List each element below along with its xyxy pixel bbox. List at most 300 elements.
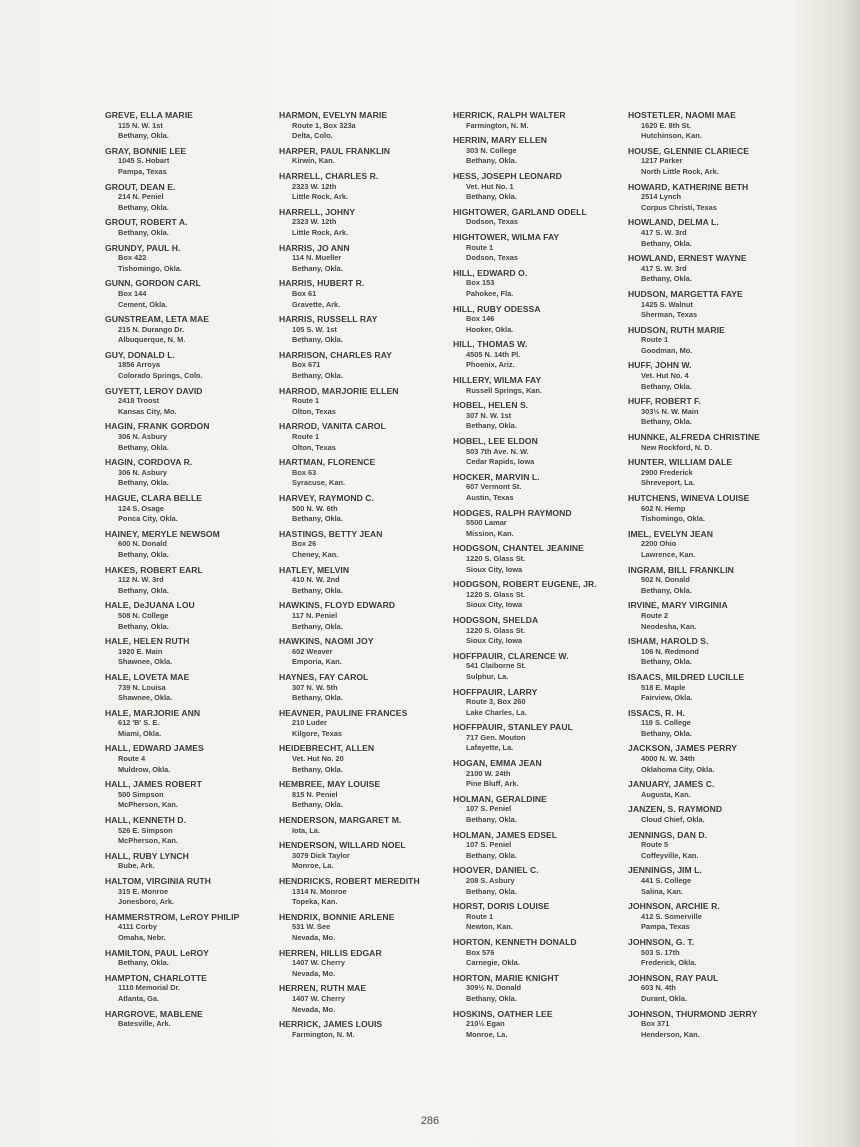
entry-name: HODGES, RALPH RAYMOND [453, 507, 572, 518]
entry-name: HARRELL, CHARLES R. [279, 170, 379, 181]
directory-entry [628, 600, 793, 632]
entry-address-line: 2900 Frederick [641, 467, 693, 477]
entry-address-line: McPherson, Kan. [118, 800, 178, 810]
entry-name: HEIDEBRECHT, ALLEN [279, 743, 375, 754]
directory-column-4 [628, 110, 793, 1044]
directory-entry [453, 508, 618, 540]
entry-address-line: Box 26 [292, 539, 317, 549]
directory-entry [279, 278, 444, 310]
directory-entry [453, 973, 618, 1005]
entry-address-line: 208 S. Asbury [466, 876, 515, 885]
entry-address-line: Fairview, Okla. [641, 693, 693, 703]
directory-entry [105, 110, 270, 142]
entry-address-line: 1407 W. Cherry [292, 993, 345, 1003]
entry-address-line: Route 1 [466, 242, 494, 252]
entry-name: HUDSON, MARGETTA FAYE [628, 288, 743, 299]
entry-name: JOHNSON, ARCHIE R. [628, 901, 720, 912]
entry-name: HIGHTOWER, WILMA FAY [453, 231, 560, 242]
entry-address-line: 603 N. 4th [641, 983, 676, 993]
entry-name: HUFF, JOHN W. [628, 360, 692, 371]
entry-address-line: Bethany, Okla. [466, 886, 517, 896]
entry-address-line: Pampa, Texas [641, 922, 690, 932]
directory-entry [628, 493, 793, 525]
directory-entry [105, 948, 270, 969]
entry-address-line: Shreveport, La. [641, 478, 695, 488]
entry-name: HERREN, HILLIS EDGAR [279, 947, 382, 958]
entry-address-line: Oklahoma City, Okla. [641, 764, 715, 774]
entry-name: HALE, HELEN RUTH [105, 636, 190, 647]
entry-address-line: 106 N. Redmond [641, 646, 699, 656]
directory-entry [628, 565, 793, 597]
entry-address-line: McPherson, Kan. [118, 836, 178, 846]
entry-address-line: 2323 W. 12th [292, 181, 337, 191]
entry-name: HODGSON, ROBERT EUGENE, JR. [453, 579, 597, 590]
directory-entry [628, 253, 793, 285]
entry-address-line: 309½ N. Donald [466, 983, 522, 993]
entry-address-line: 1425 S. Walnut [641, 299, 693, 309]
entry-address-line: Bethany, Okla. [118, 227, 169, 237]
entry-name: HUNTER, WILLIAM DALE [628, 457, 733, 468]
entry-address-line: Lake Charles, La. [466, 707, 527, 717]
entry-address-line: 502 N. Donald [641, 575, 690, 585]
entry-address-line: Colorado Springs, Colo. [118, 371, 203, 381]
entry-address-line: Bethany, Okla. [466, 815, 517, 825]
directory-entry [628, 830, 793, 862]
directory-entry [628, 146, 793, 178]
entry-address-line: 1110 Memorial Dr. [118, 983, 181, 993]
entry-address-line: 1220 S. Glass St. [466, 589, 526, 599]
entry-name: JACKSON, JAMES PERRY [628, 743, 738, 754]
entry-address-line: 500 Simpson [118, 789, 164, 799]
entry-address-line: Hutchinson, Kan. [641, 131, 702, 141]
entry-name: HALE, MARJORIE ANN [105, 707, 201, 718]
entry-address-line: Hooker, Okla. [466, 324, 514, 334]
entry-address-line: Bethany, Okla. [118, 958, 169, 968]
directory-entry [279, 386, 444, 418]
entry-address-line: Sioux City, Iowa [466, 636, 523, 646]
entry-address-line: 1220 S. Glass St. [466, 553, 526, 563]
entry-address-line: Bethany, Okla. [641, 274, 692, 284]
entry-name: HENDERSON, MARGARET M. [279, 815, 402, 826]
directory-entry [628, 529, 793, 561]
entry-address-line: Nevada, Mo. [292, 968, 336, 978]
directory-entry [279, 314, 444, 346]
entry-name: HOSKINS, OATHER LEE [453, 1008, 553, 1019]
entry-name: HOLMAN, GERALDINE [453, 793, 547, 804]
directory-column-1 [105, 110, 270, 1034]
entry-address-line: Little Rock, Ark. [292, 227, 348, 237]
directory-entry [628, 396, 793, 428]
entry-address-line: Monroe, La. [466, 1029, 508, 1039]
entry-address-line: 815 N. Peniel [292, 789, 338, 799]
entry-name: HASTINGS, BETTY JEAN [279, 528, 383, 539]
entry-name: GRUNDY, PAUL H. [105, 242, 181, 253]
entry-name: HUFF, ROBERT F. [628, 396, 701, 407]
entry-name: HERRIN, MARY ELLEN [453, 135, 548, 146]
entry-name: HOFFPAUIR, CLARENCE W. [453, 650, 569, 661]
entry-address-line: 602 N. Hemp [641, 503, 686, 513]
entry-address-line: Bethany, Okla. [118, 585, 169, 595]
entry-name: GUY, DONALD L. [105, 349, 175, 360]
entry-address-line: 1217 Parker [641, 156, 683, 166]
directory-entry [453, 937, 618, 969]
entry-address-line: 541 Claiborne St. [466, 661, 526, 671]
entry-address-line: 612 'B' S. E. [118, 718, 160, 728]
entry-address-line: Bube, Ark. [118, 861, 155, 871]
entry-address-line: 2200 Ohio [641, 539, 677, 549]
entry-name: HALE, DeJUANA LOU [105, 600, 195, 611]
directory-entry [279, 457, 444, 489]
entry-address-line: Box 576 [466, 947, 495, 957]
entry-address-line: 1620 E. 8th St. [641, 120, 692, 130]
entry-name: HOBEL, LEE ELDON [453, 436, 538, 447]
directory-entry [105, 779, 270, 811]
directory-entry [279, 529, 444, 561]
entry-address-line: Delta, Colo. [292, 131, 333, 141]
entry-address-line: Box 63 [292, 467, 317, 477]
entry-address-line: Farmington, N. M. [466, 120, 529, 130]
directory-entry [628, 217, 793, 249]
entry-address-line: 500 N. W. 6th [292, 503, 338, 513]
directory-entry [628, 672, 793, 704]
entry-address-line: 210½ Egan [466, 1019, 505, 1029]
entry-address-line: 117 N. Peniel [292, 610, 338, 620]
entry-address-line: 1314 N. Monroe [292, 886, 347, 896]
entry-name: HOOVER, DANIEL C. [453, 865, 539, 876]
directory-entry [628, 973, 793, 1005]
entry-name: INGRAM, BILL FRANKLIN [628, 564, 734, 575]
entry-name: GUYETT, LEROY DAVID [105, 385, 203, 396]
entry-address-line: Corpus Christi, Texas [641, 202, 717, 212]
entry-name: GRAY, BONNIE LEE [105, 145, 187, 156]
entry-name: GROUT, ROBERT A. [105, 217, 188, 228]
entry-address-line: Box 371 [641, 1019, 670, 1029]
entry-name: HEAVNER, PAULINE FRANCES [279, 707, 408, 718]
entry-address-line: Bethany, Okla. [118, 202, 169, 212]
entry-name: ISHAM, HAROLD S. [628, 636, 709, 647]
entry-name: ISAACS, MILDRED LUCILLE [628, 671, 745, 682]
entry-address-line: Austin, Texas [466, 493, 514, 502]
directory-entry [628, 779, 793, 800]
entry-name: HODGSON, SHELDA [453, 614, 539, 625]
entry-address-line: 115 N. W. 1st [118, 120, 163, 130]
entry-address-line: Augusta, Kan. [641, 789, 691, 799]
entry-name: HOGAN, EMMA JEAN [453, 758, 542, 769]
directory-entry [453, 110, 618, 131]
directory-entry [279, 948, 444, 980]
directory-entry [453, 901, 618, 933]
entry-address-line: 307 N. W. 1st [466, 410, 512, 420]
entry-address-line: 503 7th Ave. N. W. [466, 446, 529, 456]
entry-address-line: Nevada, Mo. [292, 932, 336, 942]
entry-address-line: Russell Springs, Kan. [466, 385, 542, 395]
directory-entry [279, 171, 444, 203]
entry-name: HIGHTOWER, GARLAND ODELL [453, 206, 587, 217]
entry-address-line: New Rockford, N. D. [641, 442, 712, 452]
directory-entry [453, 171, 618, 203]
entry-name: HARROD, MARJORIE ELLEN [279, 385, 399, 396]
entry-address-line: 441 S. College [641, 876, 692, 885]
entry-address-line: 412 S. Somerville [641, 911, 702, 921]
directory-entry [105, 636, 270, 668]
directory-entry [105, 421, 270, 453]
entry-name: HARRIS, JO ANN [279, 242, 350, 253]
entry-name: HATLEY, MELVIN [279, 564, 350, 575]
entry-address-line: Newton, Kan. [466, 922, 513, 932]
directory-entry [453, 232, 618, 264]
entry-address-line: Vet. Hut No. 1 [466, 181, 514, 191]
entry-name: HARRIS, HUBERT R. [279, 278, 365, 289]
entry-address-line: Bethany, Okla. [466, 192, 517, 202]
entry-address-line: 531 W. See [292, 922, 331, 932]
entry-address-line: Route 5 [641, 840, 669, 850]
entry-address-line: Bethany, Okla. [118, 478, 169, 488]
entry-name: HALTOM, VIRGINIA RUTH [105, 876, 211, 886]
directory-entry [105, 973, 270, 1005]
entry-name: HENDRIX, BONNIE ARLENE [279, 911, 395, 922]
entry-name: HALL, JAMES ROBERT [105, 779, 202, 790]
directory-entry [453, 651, 618, 683]
entry-address-line: 518 E. Maple [641, 682, 686, 692]
directory-entry [105, 565, 270, 597]
entry-name: HOFFPAUIR, LARRY [453, 686, 538, 697]
page-number: 286 [420, 1115, 440, 1127]
entry-name: HAINEY, MERYLE NEWSOM [105, 528, 220, 539]
entry-name: GUNN, GORDON CARL [105, 278, 201, 289]
directory-entry [453, 865, 618, 897]
directory-entry [453, 1009, 618, 1041]
entry-address-line: Route 1 [466, 911, 494, 921]
directory-entry [453, 687, 618, 719]
entry-name: HARRELL, JOHNY [279, 206, 356, 217]
entry-address-line: Route 3, Box 260 [466, 697, 526, 707]
directory-entry [453, 268, 618, 300]
entry-name: HARRIS, RUSSELL RAY [279, 314, 378, 325]
entry-address-line: Sioux City, Iowa [466, 600, 523, 610]
entry-name: HAWKINS, NAOMI JOY [279, 636, 374, 647]
entry-address-line: Box 671 [292, 360, 321, 370]
directory-entry [279, 1019, 444, 1040]
entry-address-line: Vet. Hut No. 4 [641, 371, 689, 381]
directory-entry [105, 146, 270, 178]
entry-address-line: 417 S. W. 3rd [641, 227, 687, 237]
directory-entry [279, 493, 444, 525]
entry-address-line: 4505 N. 14th Pl. [466, 349, 521, 359]
entry-address-line: Carnegie, Okla. [466, 958, 520, 968]
entry-name: HEMBREE, MAY LOUISE [279, 779, 381, 790]
entry-address-line: Bethany, Okla. [292, 621, 343, 631]
entry-address-line: Route 1, Box 323a [292, 120, 356, 130]
entry-address-line: 210 Luder [292, 718, 327, 728]
entry-address-line: Bethany, Okla. [118, 442, 169, 452]
entry-name: HOWLAND, DELMA L. [628, 217, 719, 228]
entry-address-line: 417 S. W. 3rd [641, 263, 687, 273]
directory-entry [453, 830, 618, 862]
entry-address-line: Cheney, Kan. [292, 549, 339, 559]
directory-entry [279, 600, 444, 632]
entry-name: HAMMERSTROM, LeROY PHILIP [105, 911, 240, 922]
entry-address-line: Box 153 [466, 278, 495, 288]
entry-address-line: Bethany, Okla. [292, 800, 343, 810]
entry-address-line: Dodson, Texas [466, 253, 519, 263]
entry-name: HORTON, MARIE KNIGHT [453, 972, 559, 983]
entry-address-line: 2514 Lynch [641, 192, 681, 202]
entry-name: ISSACS, R. H. [628, 707, 685, 718]
directory-entry [628, 804, 793, 825]
entry-address-line: 4111 Corby [118, 922, 158, 932]
directory-entry [279, 243, 444, 275]
entry-name: HORTON, KENNETH DONALD [453, 936, 577, 947]
entry-name: HOLMAN, JAMES EDSEL [453, 829, 558, 840]
directory-entry [105, 278, 270, 310]
entry-name: JOHNSON, THURMOND JERRY [628, 1008, 758, 1019]
entry-address-line: 2418 Troost [118, 396, 160, 406]
entry-name: HOFFPAUIR, STANLEY PAUL [453, 722, 573, 733]
directory-entry [628, 110, 793, 142]
entry-address-line: 124 S. Osage [118, 503, 165, 513]
entry-address-line: Box 144 [118, 288, 147, 298]
entry-address-line: Bethany, Okla. [641, 417, 692, 427]
entry-address-line: Atlanta, Ga. [118, 993, 160, 1003]
entry-address-line: Route 1 [292, 396, 320, 406]
entry-address-line: Olton, Texas [292, 406, 336, 416]
entry-address-line: Henderson, Kan. [641, 1029, 700, 1039]
directory-entry [279, 779, 444, 811]
directory-column-2 [279, 110, 444, 1044]
entry-name: HERRICK, JAMES LOUIS [279, 1019, 383, 1030]
entry-name: HAGUE, CLARA BELLE [105, 493, 203, 503]
directory-entry [105, 243, 270, 275]
entry-address-line: North Little Rock, Ark. [641, 166, 719, 176]
entry-address-line: Pampa, Texas [118, 166, 167, 176]
directory-column-3 [453, 110, 618, 1044]
entry-address-line: Bethany, Okla. [466, 421, 517, 431]
entry-address-line: 508 N. College [118, 610, 169, 620]
entry-address-line: Coffeyville, Kan. [641, 850, 699, 860]
entry-address-line: Mission, Kan. [466, 528, 514, 538]
entry-address-line: 306 N. Asbury [118, 467, 168, 477]
entry-address-line: Iota, La. [292, 825, 320, 835]
directory-entry [628, 901, 793, 933]
entry-address-line: Ponca City, Okla. [118, 514, 178, 524]
entry-name: HUTCHENS, WINEVA LOUISE [628, 493, 750, 503]
entry-address-line: 306 N. Asbury [118, 432, 168, 442]
entry-name: HOWARD, KATHERINE BETH [628, 181, 749, 192]
entry-name: HOBEL, HELEN S. [453, 400, 529, 411]
entry-address-line: 1920 E. Main [118, 646, 163, 656]
entry-address-line: Albuquerque, N. M. [118, 335, 186, 345]
entry-address-line: 717 Gen. Mouton [466, 732, 526, 742]
entry-name: HUDSON, RUTH MARIE [628, 324, 725, 335]
directory-entry [105, 529, 270, 561]
entry-name: HARVEY, RAYMOND C. [279, 493, 374, 503]
directory-entry [628, 743, 793, 775]
directory-entry [279, 815, 444, 836]
entry-name: HERREN, RUTH MAE [279, 983, 367, 994]
entry-address-line: 410 N. W. 2nd [292, 575, 340, 585]
entry-name: GUNSTREAM, LETA MAE [105, 314, 210, 325]
entry-address-line: Miami, Okla. [118, 728, 162, 738]
directory-entry [628, 289, 793, 321]
entry-name: HENDRICKS, ROBERT MEREDITH [279, 876, 420, 886]
entry-address-line: 303 N. College [466, 145, 517, 155]
directory-entry [453, 375, 618, 396]
directory-entry [279, 876, 444, 908]
entry-address-line: Durant, Okla. [641, 993, 687, 1003]
entry-address-line: Sherman, Texas [641, 310, 698, 320]
entry-address-line: Salina, Kan. [641, 886, 683, 896]
directory-entry [279, 912, 444, 944]
entry-address-line: Batesville, Ark. [118, 1019, 171, 1029]
directory-entry [105, 672, 270, 704]
directory-entry [453, 207, 618, 228]
entry-address-line: Olton, Texas [292, 442, 336, 452]
entry-address-line: 114 N. Mueller [292, 253, 342, 263]
directory-entry [628, 325, 793, 357]
entry-address-line: Jonesboro, Ark. [118, 897, 174, 907]
entry-address-line: 1045 S. Hobart [118, 156, 170, 166]
entry-address-line: Bethany, Okla. [641, 657, 692, 667]
entry-name: HESS, JOSEPH LEONARD [453, 170, 562, 181]
entry-name: HALL, EDWARD JAMES [105, 743, 204, 754]
directory-entry [105, 457, 270, 489]
directory-entry [628, 360, 793, 392]
entry-address-line: Bethany, Okla. [466, 850, 517, 860]
entry-address-line: Cement, Okla. [118, 299, 168, 309]
directory-entry [105, 386, 270, 418]
entry-address-line: Muldrow, Okla. [118, 764, 171, 774]
directory-entry [453, 579, 618, 611]
entry-address-line: Gravette, Ark. [292, 299, 341, 309]
directory-entry [628, 636, 793, 668]
entry-address-line: Cloud Chief, Okla. [641, 815, 705, 825]
entry-name: JENNINGS, JIM L. [628, 865, 702, 876]
entry-address-line: Box 61 [292, 288, 317, 298]
entry-address-line: 215 N. Durango Dr. [118, 324, 185, 334]
entry-name: HARGROVE, MABLENE [105, 1008, 203, 1019]
directory-entry [105, 708, 270, 740]
directory-entry [105, 493, 270, 525]
entry-name: HERRICK, RALPH WALTER [453, 110, 566, 120]
entry-address-line: 119 S. College [641, 718, 691, 728]
entry-address-line: Frederick, Okla. [641, 958, 697, 968]
entry-address-line: Lawrence, Kan. [641, 549, 696, 559]
entry-name: HILLERY, WILMA FAY [453, 375, 542, 386]
directory-entry [105, 182, 270, 214]
entry-address-line: Emporia, Kan. [292, 657, 342, 667]
directory-entry [105, 912, 270, 944]
directory-entry [628, 937, 793, 969]
directory-entry [279, 350, 444, 382]
entry-address-line: 739 N. Louisa [118, 682, 166, 692]
directory-entry [279, 207, 444, 239]
directory-entry [628, 865, 793, 897]
entry-name: HENDERSON, WILLARD NOEL [279, 840, 406, 851]
directory-entry [453, 794, 618, 826]
entry-name: IRVINE, MARY VIRGINIA [628, 600, 728, 611]
entry-address-line: Cedar Rapids, Iowa [466, 457, 535, 467]
entry-address-line: 2100 W. 24th [466, 768, 511, 778]
directory-entry [628, 182, 793, 214]
entry-name: HALL, RUBY LYNCH [105, 850, 189, 861]
entry-address-line: Nevada, Mo. [292, 1004, 336, 1014]
entry-address-line: Bethany, Okla. [292, 514, 343, 524]
entry-address-line: Box 422 [118, 253, 147, 263]
entry-address-line: Route 2 [641, 610, 669, 620]
entry-address-line: Lafayette, La. [466, 743, 514, 753]
entry-address-line: Tishomingo, Okla. [641, 514, 705, 524]
directory-entry [628, 432, 793, 453]
